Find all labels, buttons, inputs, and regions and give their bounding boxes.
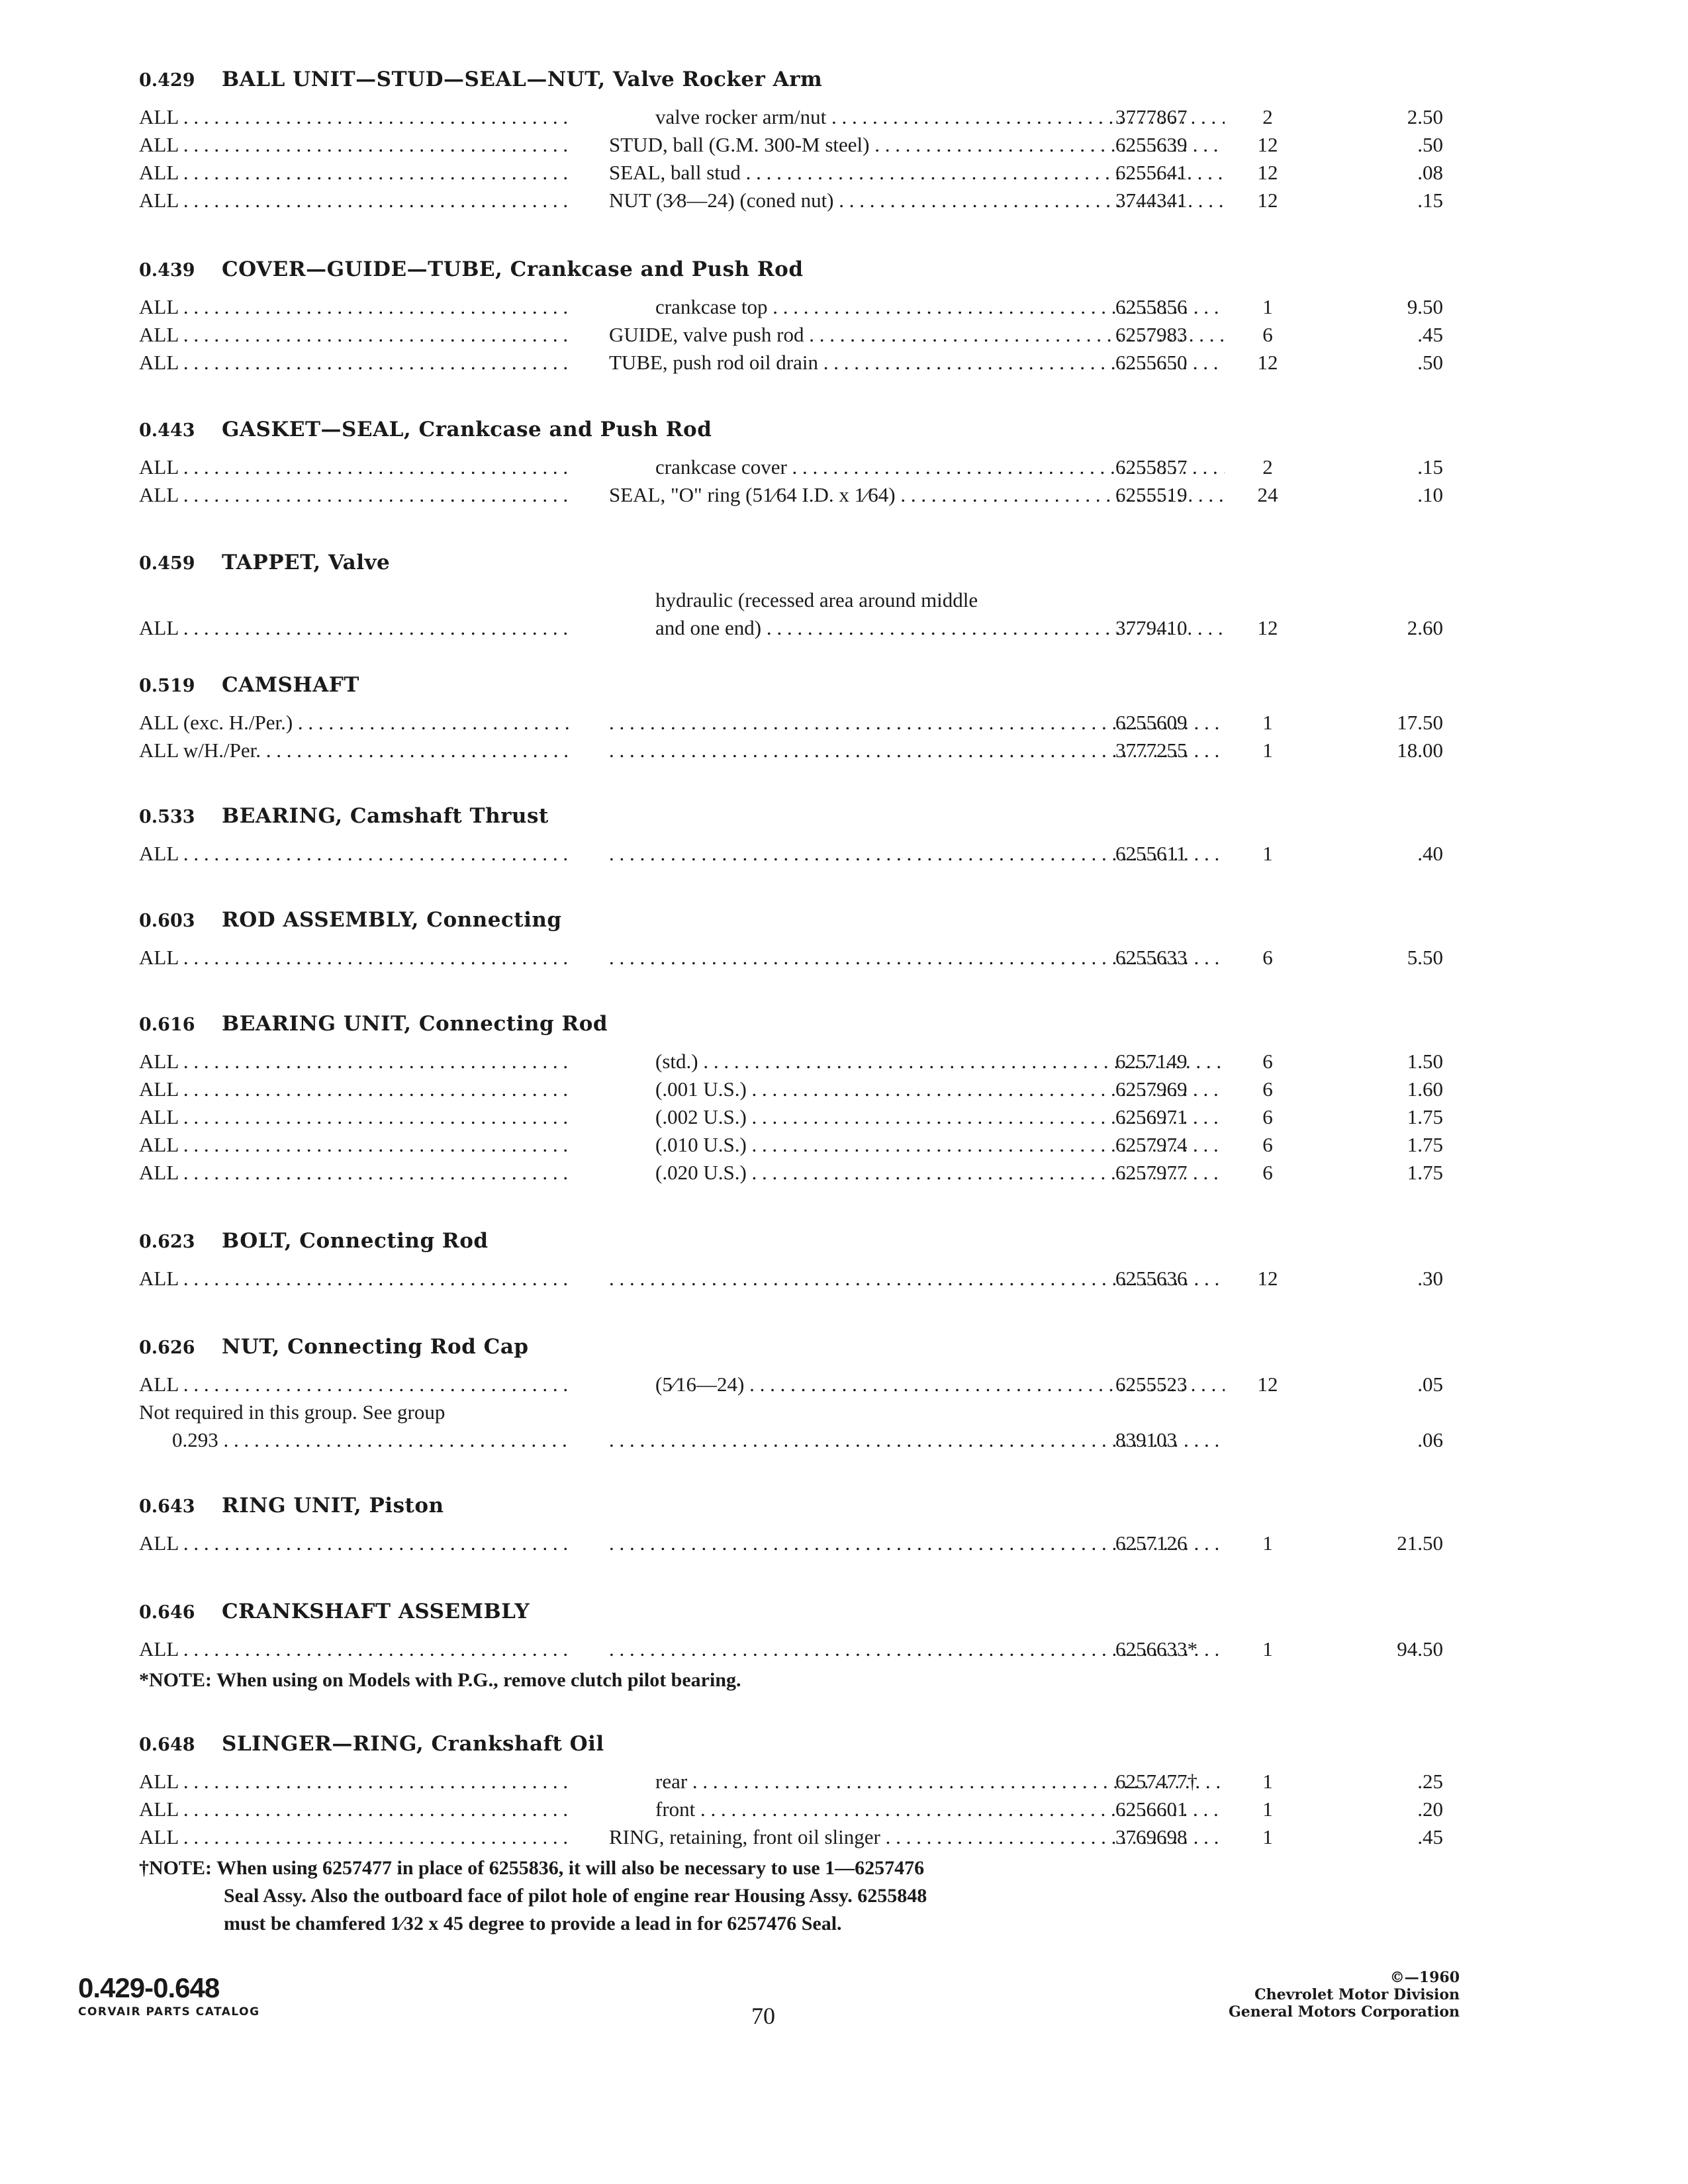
section-title: NUT, Connecting Rod Cap <box>222 1335 529 1359</box>
model-line-top: Not required in this group. See group <box>139 1400 445 1424</box>
price: .06 <box>1417 1428 1443 1451</box>
model-cell: ALL . . . <box>139 187 569 214</box>
part-row <box>139 1047 1443 1075</box>
quantity: 12 <box>1257 351 1278 374</box>
part-row <box>139 158 1443 186</box>
section-0.459 <box>139 539 1443 641</box>
price: 1.75 <box>1407 1105 1443 1128</box>
quantity: 1 <box>1262 711 1273 734</box>
part-number: 6256601 <box>1115 1797 1188 1821</box>
part-number: 6257977 <box>1115 1161 1188 1184</box>
model-cell: ALL . . . <box>139 1636 569 1662</box>
quantity: 1 <box>1262 1770 1273 1793</box>
model-cell: ALL . . . <box>139 944 569 971</box>
section-0.626 <box>139 1324 1443 1453</box>
quantity: 2 <box>1262 105 1273 128</box>
section-0.643 <box>139 1482 1443 1557</box>
part-row <box>139 1635 1443 1662</box>
section-0.646 <box>139 1588 1443 1694</box>
model-cell: ALL . . . <box>139 615 569 641</box>
section-heading <box>139 246 1410 293</box>
part-number: 3777867 <box>1115 105 1188 128</box>
model-cell: ALL . . . <box>139 294 569 320</box>
part-row <box>139 839 1443 867</box>
part-row <box>139 1529 1443 1557</box>
publisher-block <box>1229 1969 1460 2021</box>
quantity: 1 <box>1262 739 1273 762</box>
description-cell: (.001 U.S.) . . . <box>609 1076 1225 1103</box>
copyright: ©—1960 <box>1389 1969 1460 1986</box>
part-number: 6257149 <box>1115 1050 1188 1073</box>
description-cell: crankcase cover . . . <box>609 454 1225 480</box>
section-number: 0.603 <box>139 911 195 931</box>
part-row <box>139 186 1443 214</box>
section-range: 0.429-0.648 <box>78 1972 220 2003</box>
section-heading <box>139 1482 1410 1529</box>
note-line: must be chamfered 1⁄32 x 45 degree to provide a lead in for 6257476 Seal. <box>224 1913 842 1934</box>
quantity: 1 <box>1262 1797 1273 1821</box>
section-heading <box>139 1324 1410 1370</box>
model-cell: 0.293 . . . <box>139 1427 569 1453</box>
section-title: SLINGER—RING, Crankshaft Oil <box>222 1732 604 1756</box>
part-row <box>139 480 1443 508</box>
part-row <box>139 320 1443 348</box>
description-line-top: hydraulic (recessed area around middle <box>655 588 978 612</box>
part-number: 3779410 <box>1115 616 1188 639</box>
part-number: 6255856 <box>1115 295 1188 318</box>
section-heading <box>139 897 1410 943</box>
description-cell: (.002 U.S.) . . . <box>609 1104 1225 1130</box>
section-title: COVER—GUIDE—TUBE, Crankcase and Push Rod <box>222 257 804 281</box>
section-title: ROD ASSEMBLY, Connecting <box>222 908 562 932</box>
part-number: 3777255 <box>1115 739 1188 762</box>
part-row <box>139 348 1443 376</box>
section-number: 0.429 <box>139 70 195 91</box>
part-number: 6256971 <box>1115 1105 1188 1128</box>
section-heading <box>139 56 1410 103</box>
model-cell: ALL . . . <box>139 1824 569 1850</box>
quantity: 6 <box>1262 1105 1273 1128</box>
part-row <box>139 1370 1443 1398</box>
note-line: Seal Assy. Also the outboard face of pilot hole of engine rear Housing Assy. 6255848 <box>224 1885 927 1907</box>
description-cell: (.010 U.S.) . . . <box>609 1132 1225 1158</box>
section-title: BALL UNIT—STUD—SEAL—NUT, Valve Rocker Arm <box>222 68 823 91</box>
price: .45 <box>1417 323 1443 346</box>
model-cell: ALL . . . <box>139 1796 569 1823</box>
quantity: 6 <box>1262 1077 1273 1101</box>
part-number: 6255611 <box>1115 842 1187 865</box>
price: .20 <box>1417 1797 1443 1821</box>
quantity: 12 <box>1257 133 1278 156</box>
section-0.623 <box>139 1218 1443 1292</box>
model-cell: ALL . . . <box>139 159 569 186</box>
part-row <box>139 103 1443 130</box>
description-cell: rear . . . <box>609 1768 1225 1795</box>
model-cell: ALL . . . <box>139 1132 569 1158</box>
description-cell: (5⁄16—24) . . . <box>609 1371 1225 1398</box>
section-heading <box>139 539 1410 586</box>
part-row <box>139 1398 1443 1453</box>
note-line: *NOTE: When using on Models with P.G., remove clutch pilot bearing. <box>139 1669 741 1691</box>
section-number: 0.646 <box>139 1602 195 1623</box>
part-number: 6255633 <box>1115 946 1188 969</box>
model-cell: ALL . . . <box>139 482 569 508</box>
description-cell: NUT (3⁄8—24) (coned nut) . . . <box>609 187 1225 214</box>
page-number: 70 <box>751 2003 775 2029</box>
section-heading <box>139 1721 1410 1767</box>
section-0.616 <box>139 1001 1443 1186</box>
section-number: 0.533 <box>139 807 195 827</box>
section-heading <box>139 662 1410 708</box>
quantity: 6 <box>1262 1133 1273 1156</box>
description-cell: SEAL, "O" ring (51⁄64 I.D. x 1⁄64) . . . <box>609 482 1225 508</box>
section-title: BEARING UNIT, Connecting Rod <box>222 1012 608 1036</box>
part-row <box>139 1767 1443 1795</box>
quantity: 1 <box>1262 295 1273 318</box>
price: .40 <box>1417 842 1443 865</box>
price: 5.50 <box>1407 946 1443 969</box>
section-number: 0.443 <box>139 420 195 441</box>
section-0.648 <box>139 1721 1443 1938</box>
part-number: 6255519 <box>1115 483 1188 506</box>
quantity: 1 <box>1262 1825 1273 1848</box>
price: .50 <box>1417 351 1443 374</box>
section-number: 0.519 <box>139 676 195 696</box>
part-number: 6255523 <box>1115 1373 1188 1396</box>
footer-left <box>78 1972 260 2019</box>
price: 17.50 <box>1397 711 1443 734</box>
section-heading <box>139 1001 1410 1047</box>
price: 1.60 <box>1407 1077 1443 1101</box>
part-row <box>139 943 1443 971</box>
price: 1.50 <box>1407 1050 1443 1073</box>
section-0.429 <box>139 56 1443 214</box>
description-cell: crankcase top . . . <box>609 294 1225 320</box>
part-row <box>139 453 1443 480</box>
part-number: 6255641 <box>1115 161 1188 184</box>
part-row <box>139 1264 1443 1292</box>
model-cell: ALL . . . <box>139 1371 569 1398</box>
price: 1.75 <box>1407 1161 1443 1184</box>
section-number: 0.626 <box>139 1338 195 1358</box>
price: 1.75 <box>1407 1133 1443 1156</box>
section-0.439 <box>139 246 1443 376</box>
division-name: Chevrolet Motor Division <box>1254 1986 1460 2003</box>
quantity: 6 <box>1262 323 1273 346</box>
part-row <box>139 1130 1443 1158</box>
model-cell: ALL . . . <box>139 104 569 130</box>
price: 94.50 <box>1397 1637 1443 1661</box>
section-number: 0.648 <box>139 1735 195 1755</box>
section-title: CRANKSHAFT ASSEMBLY <box>222 1600 530 1623</box>
quantity: 24 <box>1257 483 1278 506</box>
part-row <box>139 586 1443 641</box>
description-cell: TUBE, push rod oil drain . . . <box>609 349 1225 376</box>
part-number: 6255636 <box>1115 1267 1188 1290</box>
model-cell: ALL . . . <box>139 132 569 158</box>
model-cell: ALL . . . <box>139 1160 569 1186</box>
description-cell: and one end) . . . <box>609 615 1225 641</box>
quantity: 6 <box>1262 1050 1273 1073</box>
model-cell: ALL . . . <box>139 1768 569 1795</box>
section-heading <box>139 1588 1410 1635</box>
part-row <box>139 1158 1443 1186</box>
quantity: 12 <box>1257 1267 1278 1290</box>
section-note <box>139 1854 1410 1938</box>
price: .05 <box>1417 1373 1443 1396</box>
corporation-name: General Motors Corporation <box>1228 2003 1460 2021</box>
part-number: 6255609 <box>1115 711 1188 734</box>
section-title: BEARING, Camshaft Thrust <box>222 804 549 828</box>
description-cell: valve rocker arm/nut . . . <box>609 104 1225 130</box>
price: 2.60 <box>1407 616 1443 639</box>
model-cell: ALL w/H./Per. . . . <box>139 737 569 764</box>
quantity: 1 <box>1262 842 1273 865</box>
section-title: CAMSHAFT <box>222 673 359 697</box>
part-row <box>139 293 1443 320</box>
section-number: 0.643 <box>139 1496 195 1517</box>
part-number: 839103 <box>1115 1428 1177 1451</box>
description-cell: front . . . <box>609 1796 1225 1823</box>
quantity: 1 <box>1262 1637 1273 1661</box>
model-cell: ALL . . . <box>139 1048 569 1075</box>
section-heading <box>139 793 1410 839</box>
part-row <box>139 708 1443 736</box>
section-0.533 <box>139 793 1443 867</box>
quantity: 12 <box>1257 161 1278 184</box>
model-cell: ALL . . . <box>139 841 569 867</box>
part-number: 6255857 <box>1115 455 1188 478</box>
part-number: 6256633* <box>1115 1637 1197 1661</box>
quantity: 12 <box>1257 189 1278 212</box>
price: 2.50 <box>1407 105 1443 128</box>
section-title: RING UNIT, Piston <box>222 1494 444 1518</box>
part-number: 6257974 <box>1115 1133 1188 1156</box>
description-cell: RING, retaining, front oil slinger . . . <box>609 1824 1225 1850</box>
part-row <box>139 130 1443 158</box>
model-cell: ALL . . . <box>139 1104 569 1130</box>
section-number: 0.616 <box>139 1015 195 1035</box>
model-cell: ALL . . . <box>139 349 569 376</box>
model-cell: ALL . . . <box>139 1265 569 1292</box>
part-number: 3769698 <box>1115 1825 1188 1848</box>
part-row <box>139 1823 1443 1850</box>
section-title: GASKET—SEAL, Crankcase and Push Rod <box>222 418 712 441</box>
section-number: 0.623 <box>139 1232 195 1252</box>
price: 9.50 <box>1407 295 1443 318</box>
model-cell: ALL . . . <box>139 1530 569 1557</box>
description-cell: (.020 U.S.) . . . <box>609 1160 1225 1186</box>
model-cell: ALL . . . <box>139 1076 569 1103</box>
price: .10 <box>1417 483 1443 506</box>
section-title: BOLT, Connecting Rod <box>222 1229 489 1253</box>
quantity: 1 <box>1262 1531 1273 1555</box>
part-row <box>139 1103 1443 1130</box>
quantity: 12 <box>1257 1373 1278 1396</box>
note-line: †NOTE: When using 6257477 in place of 6255836, it will also be necessary to use 1—6257476 <box>139 1857 925 1879</box>
part-row <box>139 1795 1443 1823</box>
price: .25 <box>1417 1770 1443 1793</box>
price: 21.50 <box>1397 1531 1443 1555</box>
quantity: 6 <box>1262 1161 1273 1184</box>
description-cell: STUD, ball (G.M. 300-M steel) . . . <box>609 132 1225 158</box>
model-cell: ALL (exc. H./Per.) . . . <box>139 709 569 736</box>
part-number: 6257969 <box>1115 1077 1188 1101</box>
price: 18.00 <box>1397 739 1443 762</box>
catalog-name: CORVAIR PARTS CATALOG <box>78 2005 260 2019</box>
part-row <box>139 1075 1443 1103</box>
section-number: 0.459 <box>139 553 195 574</box>
section-heading <box>139 406 1410 453</box>
price: .15 <box>1417 189 1443 212</box>
price: .45 <box>1417 1825 1443 1848</box>
part-row <box>139 736 1443 764</box>
section-0.443 <box>139 406 1443 508</box>
part-number: 6257983 <box>1115 323 1188 346</box>
part-number: 6257126 <box>1115 1531 1188 1555</box>
price: .08 <box>1417 161 1443 184</box>
description-cell: (std.) . . . <box>609 1048 1225 1075</box>
section-note <box>139 1666 1410 1694</box>
quantity: 12 <box>1257 616 1278 639</box>
section-0.519 <box>139 662 1443 764</box>
description-cell: GUIDE, valve push rod . . . <box>609 322 1225 348</box>
quantity: 6 <box>1262 946 1273 969</box>
quantity: 2 <box>1262 455 1273 478</box>
price: .15 <box>1417 455 1443 478</box>
part-number: 6257477† <box>1115 1770 1197 1793</box>
description-cell: SEAL, ball stud . . . <box>609 159 1225 186</box>
model-cell: ALL . . . <box>139 454 569 480</box>
part-number: 6255639 <box>1115 133 1188 156</box>
part-number: 6255650 <box>1115 351 1188 374</box>
section-heading <box>139 1218 1410 1264</box>
price: .50 <box>1417 133 1443 156</box>
section-title: TAPPET, Valve <box>222 551 391 574</box>
model-cell: ALL . . . <box>139 322 569 348</box>
section-number: 0.439 <box>139 260 195 281</box>
price: .30 <box>1417 1267 1443 1290</box>
section-0.603 <box>139 897 1443 971</box>
part-number: 3744341 <box>1115 189 1188 212</box>
